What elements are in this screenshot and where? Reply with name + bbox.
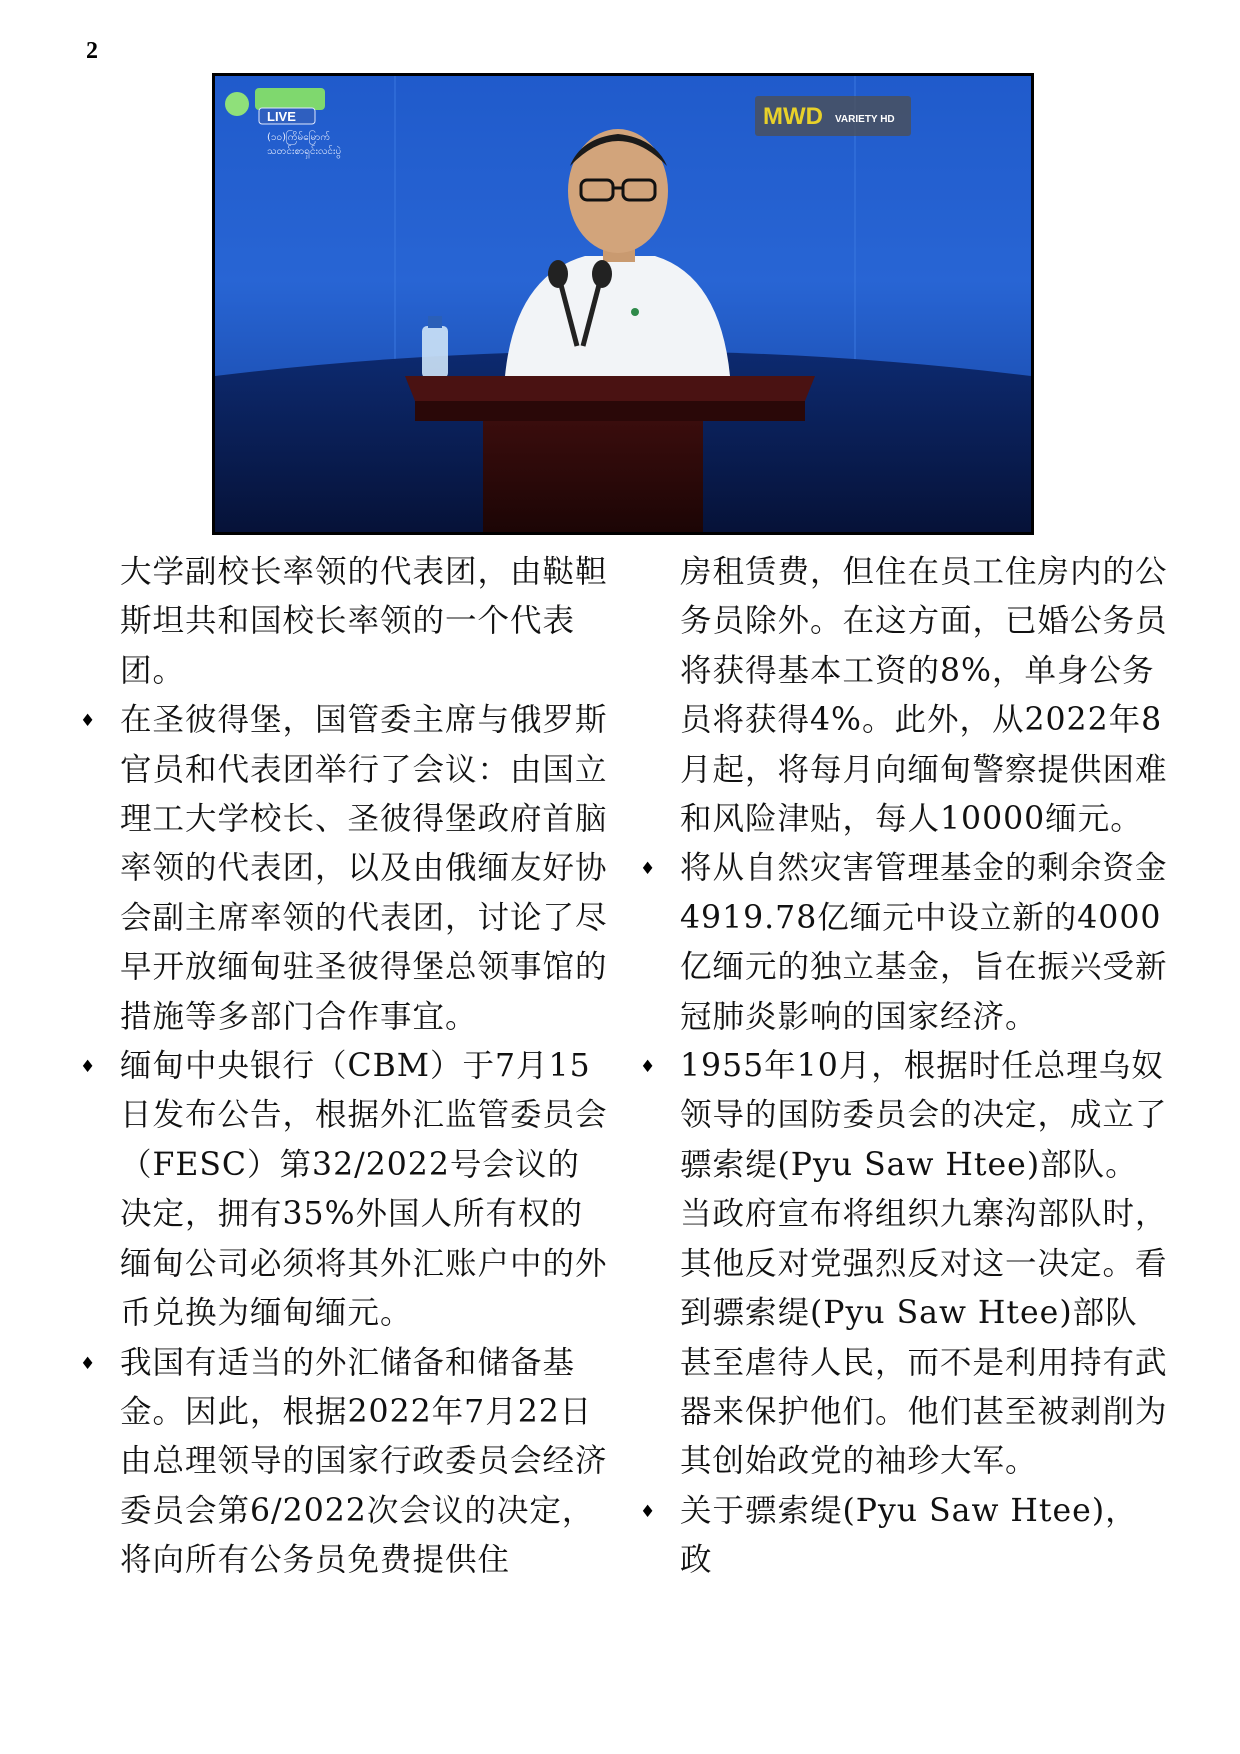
right-lead-paragraph: 房租赁费，但住在员工住房内的公务员除外。在这方面，已婚公务员将获得基本工资的8%，单身公务员将获得4%。此外，从2022年8月起，将每月向缅甸警察提供困难和风险津贴，每人10000缅元。 (680, 554, 1168, 838)
left-column (80, 548, 610, 1586)
right-bullet-item (640, 1042, 1170, 1487)
left-bullet-item (80, 696, 610, 1042)
channel-subtitle-1: (၁၀)ကြိမ်မြောက် (267, 132, 331, 143)
news-photo (212, 73, 1034, 535)
channel-live-label: LIVE (267, 109, 296, 124)
left-lead-paragraph: 大学副校长率领的代表团，由鞑靼斯坦共和国校长率领的一个代表团。 (120, 554, 608, 689)
broadcaster-name: MWD (763, 103, 823, 130)
diamond-bullet-icon: ♦ (80, 1057, 97, 1078)
left-bullet-text: 缅甸中央银行（CBM）于7月15日发布公告，根据外汇监管委员会（FESC）第32/2022号会议的决定，拥有35%外国人所有权的缅甸公司必须将其外汇账户中的外币兑换为缅甸缅元。 (120, 1048, 608, 1332)
left-bullet-text: 在圣彼得堡，国管委主席与俄罗斯官员和代表团举行了会议：由国立理工大学校长、圣彼得堡政府首脑率领的代表团，以及由俄缅友好协会副主席率领的代表团，讨论了尽早开放缅甸驻圣彼得堡总领事馆的措施等多部门合作事宜。 (120, 702, 608, 1035)
diamond-bullet-icon: ♦ (80, 711, 97, 732)
channel-subtitle-2: သတင်းစာရှင်းလင်းပွဲ (267, 146, 342, 157)
right-bullet-text: 关于骠索缇(Pyu Saw Htee)，政 (680, 1492, 1138, 1579)
right-bullet-text: 1955年10月，根据时任总理乌奴领导的国防委员会的决定，成立了骠索缇(Pyu Saw Htee)部队。当政府宣布将组织九寨沟部队时，其他反对党强烈反对这一决定。看到骠索缇(Pyu Saw Htee)部队甚至虐待人民，而不是利用持有武器来保护他们。他们甚至被剥削为其创始政党的袖珍大军。 (680, 1048, 1168, 1480)
broadcaster-sub: VARIETY HD (835, 114, 895, 125)
diamond-bullet-icon: ♦ (640, 859, 657, 880)
left-bullet-text: 我国有适当的外汇储备和储备基金。因此，根据2022年7月22日由总理领导的国家行政委员会经济委员会第6/2022次会议的决定，将向所有公务员免费提供住 (120, 1344, 608, 1579)
broadcaster-logo (755, 96, 911, 136)
left-bullet-item (80, 1042, 610, 1338)
diamond-bullet-icon: ♦ (80, 1353, 97, 1374)
diamond-bullet-icon: ♦ (640, 1501, 657, 1522)
right-bullet-item (640, 1487, 1170, 1586)
diamond-bullet-icon: ♦ (640, 1057, 657, 1078)
right-bullet-item (640, 844, 1170, 1042)
right-bullet-text: 将从自然灾害管理基金的剩余资金4919.78亿缅元中设立新的4000亿缅元的独立基金，旨在振兴受新冠肺炎影响的国家经济。 (680, 850, 1168, 1035)
page-number: 2 (86, 38, 98, 64)
right-column (640, 548, 1170, 1586)
left-bullet-item (80, 1339, 610, 1586)
